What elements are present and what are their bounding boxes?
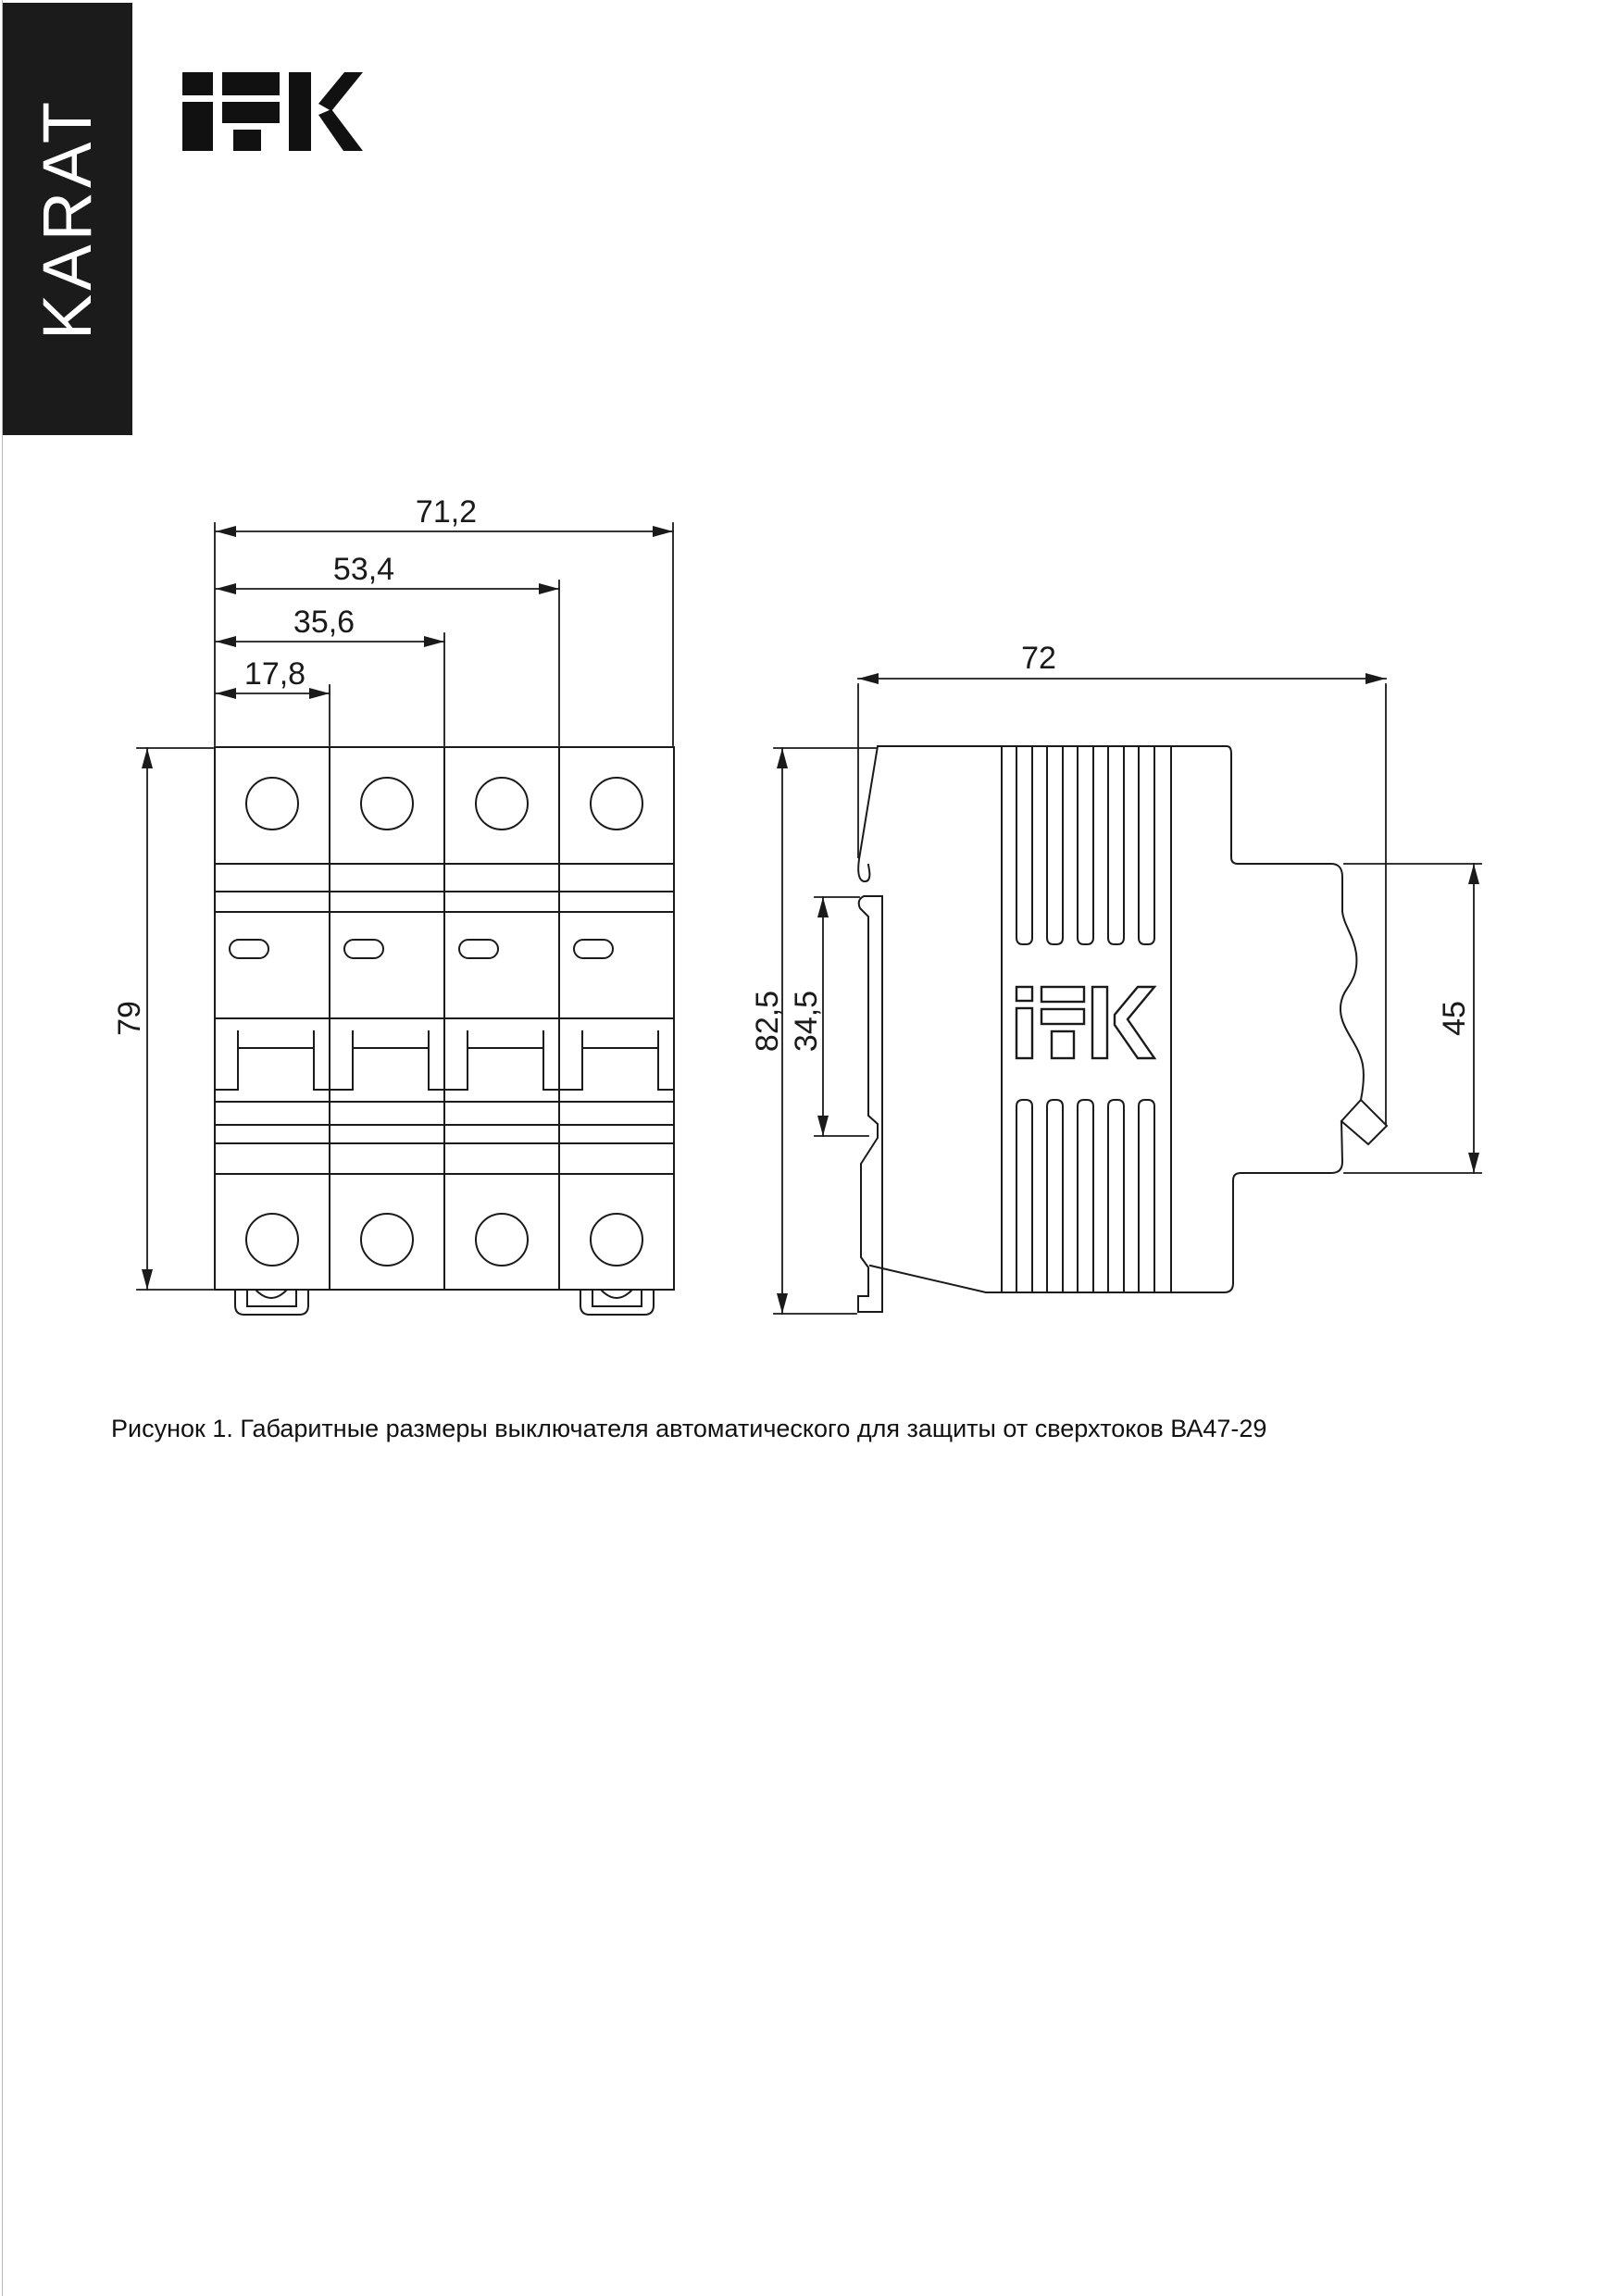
extension-lines-top [215,523,673,745]
extension-lines-left [137,748,213,1290]
figure-caption: Рисунок 1. Габаритные размеры выключателя автоматического для защиты от сверхтоков ВА47-29 [111,1415,1267,1442]
panel-edges [1002,746,1171,1292]
front-lip [858,746,878,881]
side-view-dimensions [750,641,1481,1314]
side-body-outline [870,746,1364,1292]
front-view [112,494,674,1315]
dim-total-width: 71,2 [415,494,478,530]
top-vent-slots [1016,747,1154,944]
din-rail-bracket [858,896,882,1312]
karat-banner-text: KARAT [29,97,106,341]
dim-front-height: 79 [112,1001,147,1036]
dim-rail-seat-height: 34,5 [789,990,824,1053]
terminal-clamp [1341,1100,1387,1144]
dimension-lines [782,679,1474,1314]
bottom-vent-slots [1016,1100,1154,1292]
dim-two-pole-width: 35,6 [293,605,355,640]
dim-one-pole-width: 17,8 [243,656,306,692]
side-iek-logo [1016,987,1154,1058]
dim-three-pole-width: 53,4 [332,552,395,587]
din-rail-clips [235,1291,654,1315]
dim-depth: 72 [1021,641,1056,676]
dim-terminal-height: 45 [1437,1001,1472,1036]
dimension-lines [147,531,673,1290]
indicator-windows [230,940,613,958]
dim-total-height: 82,5 [750,990,785,1053]
side-view [750,641,1481,1314]
